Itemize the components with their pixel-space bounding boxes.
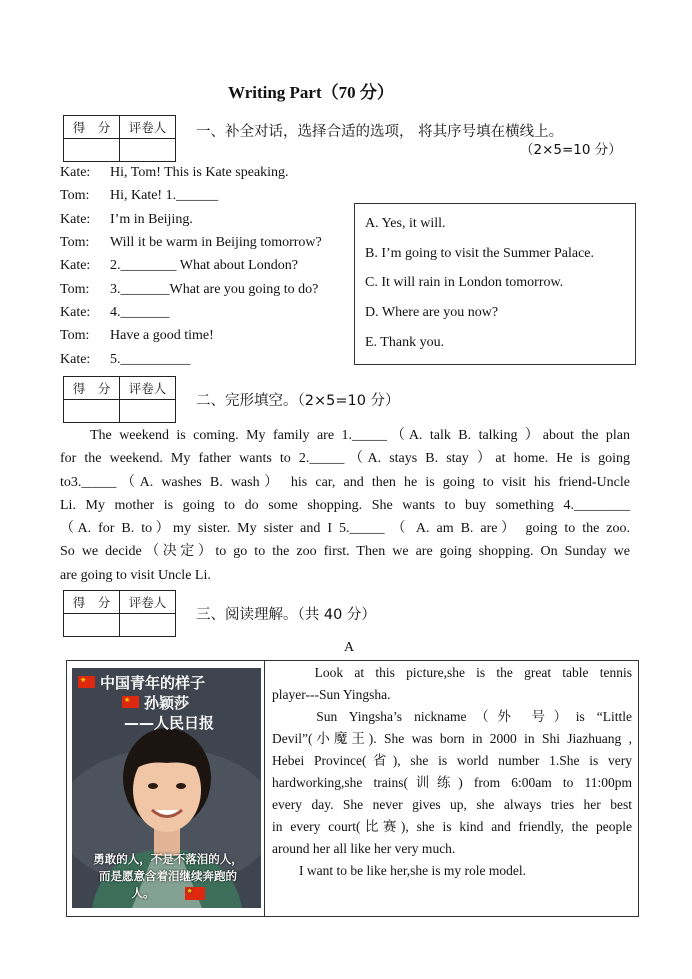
option-d: D. Where are you now? bbox=[365, 305, 499, 320]
dialogue-text: Will it be warm in Beijing tomorrow? bbox=[110, 235, 322, 250]
score-cell[interactable] bbox=[64, 400, 120, 423]
section3-heading: 三、阅读理解。（共 40 分） bbox=[196, 607, 376, 623]
grader-label: 评卷人 bbox=[120, 591, 176, 614]
page-title: Writing Part（70 分） bbox=[228, 83, 394, 102]
dialogue-line bbox=[60, 352, 191, 368]
passage-line: every day. She never gives up, she always tries her best bbox=[272, 797, 632, 812]
sun-yingsha-photo bbox=[72, 668, 261, 908]
passage-line: Sun Yingsha’s nickname（外 号）is “Little bbox=[272, 709, 632, 724]
dialogue-text: Hi, Kate! 1.______ bbox=[110, 188, 219, 203]
grader-label: 评卷人 bbox=[120, 377, 176, 400]
cloze-line: So we decide（决定）to go to the zoo first. Then we are going shopping. On Sunday we bbox=[60, 544, 630, 560]
score-label: 得 分 bbox=[64, 116, 120, 139]
dialogue-text: 5.__________ bbox=[110, 352, 191, 367]
option-c: C. It will rain in London tomorrow. bbox=[365, 275, 564, 290]
caption-line-1: 勇敢的人，不是不落泪的人， bbox=[93, 852, 243, 866]
caption-line-2: 而是愿意含着泪继续奔跑的 bbox=[99, 869, 237, 883]
banner-line-3: ——人民日报 bbox=[124, 714, 215, 732]
passage-line: hardworking,she trains(训练) from 6:00am to 11:00pm bbox=[272, 775, 632, 790]
passage-line: Look at this picture,she is the great table tennis bbox=[272, 665, 632, 680]
cloze-line: The weekend is coming. My family are 1._____（A. talk B. talking ）about the plan bbox=[90, 428, 630, 443]
dialogue-text: Have a good time! bbox=[110, 328, 214, 343]
china-flag-icon: ★ bbox=[185, 887, 205, 900]
china-flag-icon: ★ bbox=[122, 696, 139, 708]
passage-line: player---Sun Yingsha. bbox=[272, 687, 391, 702]
cloze-line: （A. for B. to）my sister. My sister and I 5._____ （ A. am B. are） going to the zoo. bbox=[60, 521, 630, 537]
grader-cell[interactable] bbox=[120, 614, 176, 637]
reading-passage bbox=[272, 662, 632, 882]
speaker-label: Kate: bbox=[60, 258, 91, 273]
divider bbox=[264, 661, 265, 916]
dialogue-line bbox=[60, 282, 318, 298]
dialogue-text: 3._______What are you going to do? bbox=[110, 282, 319, 297]
china-flag-icon: ★ bbox=[78, 676, 95, 688]
speaker-label: Tom: bbox=[60, 188, 90, 203]
dialogue-line bbox=[60, 235, 322, 251]
cloze-line: are going to visit Uncle Li. bbox=[60, 567, 211, 583]
option-b: B. I’m going to visit the Summer Palace. bbox=[365, 246, 595, 261]
caption-line-3: 人。 bbox=[131, 886, 155, 900]
dialogue-line bbox=[60, 188, 218, 204]
passage-line: I want to be like her,she is my role model. bbox=[272, 863, 527, 878]
speaker-label: Kate: bbox=[60, 352, 91, 367]
speaker-label: Kate: bbox=[60, 212, 91, 227]
dialogue-text: Hi, Tom! This is Kate speaking. bbox=[110, 165, 289, 180]
option-a: A. Yes, it will. bbox=[365, 216, 446, 231]
dialogue-line bbox=[60, 305, 170, 321]
dialogue-line bbox=[60, 212, 193, 228]
score-cell[interactable] bbox=[64, 139, 120, 162]
dialogue-text: 2.________ What about London? bbox=[110, 258, 298, 273]
score-label: 得 分 bbox=[64, 377, 120, 400]
dialogue-text: I’m in Beijing. bbox=[110, 212, 193, 227]
score-cell[interactable] bbox=[64, 614, 120, 637]
grader-cell[interactable] bbox=[120, 400, 176, 423]
dialogue-line bbox=[60, 165, 289, 181]
speaker-label: Tom: bbox=[60, 328, 90, 343]
score-box-2 bbox=[63, 376, 176, 423]
passage-line: Devil”(小魔王). She was born in 2000 in Shi Jiazhuang , bbox=[272, 731, 632, 746]
score-box-3 bbox=[63, 590, 176, 637]
banner-line-1: 中国青年的样子 bbox=[100, 673, 206, 692]
section2-heading: 二、完形填空。（2×5=10 分） bbox=[196, 393, 400, 409]
passage-line: Hebei Province(省), she is world number 1.She is very bbox=[272, 753, 632, 768]
banner-line-2: 孙颖莎 bbox=[144, 693, 190, 712]
speaker-label: Kate: bbox=[60, 305, 91, 320]
speaker-label: Kate: bbox=[60, 165, 91, 180]
cloze-line: to3._____（A. washes B. wash） his car, and then he is going to visit his friend-Uncle bbox=[60, 474, 630, 490]
score-box-1 bbox=[63, 115, 176, 162]
dialogue-line bbox=[60, 258, 298, 274]
cloze-line: Li. My mother is going to do some shopping. She wants to buy something 4.________ bbox=[60, 497, 630, 513]
options-box bbox=[354, 203, 636, 365]
passage-line: in every court(比赛), she is kind and friendly, the people bbox=[272, 819, 632, 834]
part-label: A bbox=[344, 640, 355, 655]
option-e: E. Thank you. bbox=[365, 335, 445, 350]
cloze-line: for the weekend. My father wants to 2._____（A. stays B. stay ）at home. He is going bbox=[60, 451, 630, 467]
grader-label: 评卷人 bbox=[120, 116, 176, 139]
grader-cell[interactable] bbox=[120, 139, 176, 162]
passage-line: around her all like her very much. bbox=[272, 841, 456, 856]
section1-heading: 一、补全对话，选择合适的选项， 将其序号填在横线上。 bbox=[196, 124, 564, 140]
section1-points: （2×5=10 分） bbox=[520, 142, 622, 158]
cloze-passage bbox=[60, 424, 630, 587]
dialogue-line bbox=[60, 328, 214, 344]
speaker-label: Tom: bbox=[60, 282, 90, 297]
dialogue-text: 4._______ bbox=[110, 305, 170, 320]
speaker-label: Tom: bbox=[60, 235, 90, 250]
score-label: 得 分 bbox=[64, 591, 120, 614]
